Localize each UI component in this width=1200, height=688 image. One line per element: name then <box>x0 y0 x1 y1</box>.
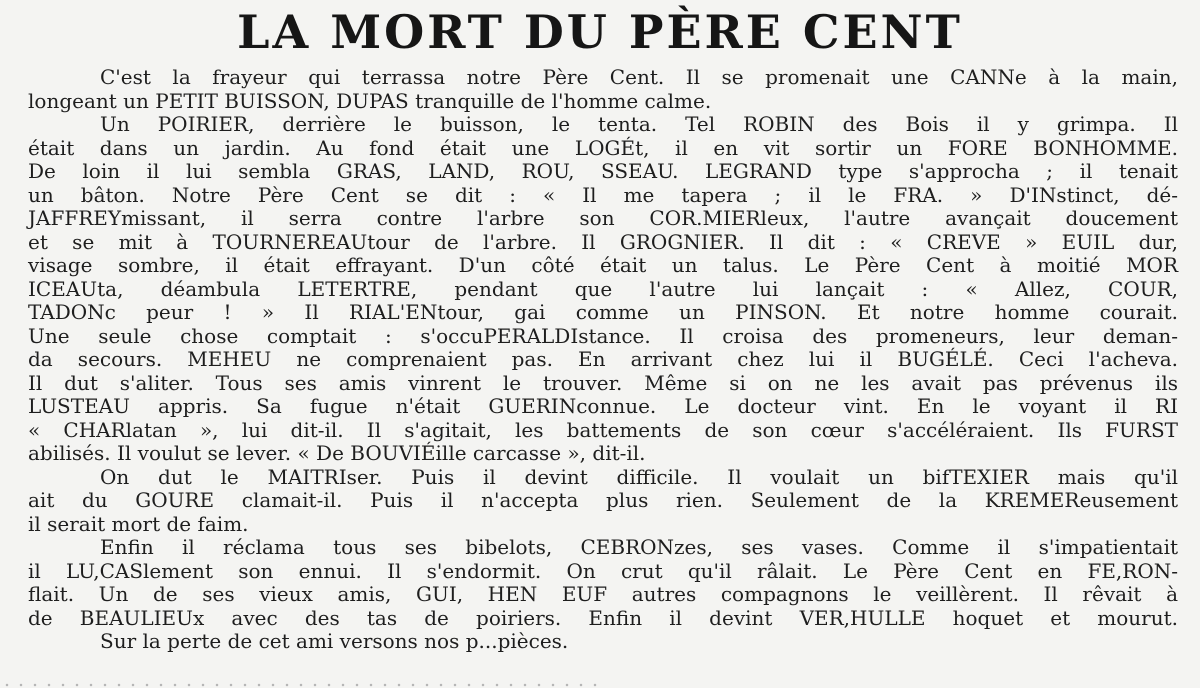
text-line: Sur la perte de cet ami versons nos p...pièces. <box>100 629 569 653</box>
text-line: il LU,CASlement son ennui. Il s'endormit. On crut qu'il râlait. Le Père Cent en FE,RON- <box>28 558 1178 583</box>
text-line: Enfin il réclama tous ses bibelots, CEBRONzes, ses vases. Comme il s'impatientait <box>100 535 1178 559</box>
text-line: visage sombre, il était effrayant. D'un côté était un talus. Le Père Cent à moitié MOR <box>28 253 1178 277</box>
text-line: et se mit à TOURNEREAUtour de l'arbre. Il GROGNIER. Il dit : « CREVE » EUIL dur, <box>28 229 1178 254</box>
text-line: De loin il lui sembla GRAS, LAND, ROU, SSEAU. LEGRAND type s'approcha ; il tenait <box>28 159 1178 183</box>
text-line: JAFFREYmissant, il serra contre l'arbre son COR.MIERleux, l'autre avançait doucement <box>28 206 1178 230</box>
text-line: de BEAULIEUx avec des tas de poiriers. Enfin il devint VER,HULLE hoquet et mourut. <box>28 605 1178 630</box>
text-line: « CHARlatan », lui dit-il. Il s'agitait, les battements de son cœur s'accéléraient. Ils FURST <box>28 417 1178 442</box>
text-line: ait du GOURE clamait-il. Puis il n'accepta plus rien. Seulement de la KREMEReusement <box>28 488 1178 512</box>
print-dot-border <box>0 682 600 688</box>
text-line: On dut le MAITRIser. Puis il devint difficile. Il voulait un bifTEXIER mais qu'il <box>100 464 1178 489</box>
text-line: Il dut s'aliter. Tous ses amis vinrent le trouver. Même si on ne les avait pas prévenus ils <box>28 370 1178 395</box>
text-line: LUSTEAU appris. Sa fugue n'était GUERINconnue. Le docteur vint. En le voyant il RI <box>28 394 1178 418</box>
text-line: abilisés. Il voulut se lever. « De BOUVIÉille carcasse », dit-il. <box>28 441 646 465</box>
text-line: Un POIRIER, derrière le buisson, le tenta. Tel ROBIN des Bois il y grimpa. Il <box>100 112 1178 136</box>
text-line: da secours. MEHEU ne comprenaient pas. En arrivant chez lui il BUGÉLÉ. Ceci l'acheva. <box>28 347 1178 371</box>
text-line: il serait mort de faim. <box>28 511 249 536</box>
article-title: LA MORT DU PÈRE CENT <box>237 5 963 59</box>
text-line: ICEAUta, déambula LETERTRE, pendant que l'autre lui lançait : « Allez, COUR, <box>28 276 1178 301</box>
text-line: longeant un PETIT BUISSON, DUPAS tranquille de l'homme calme. <box>28 88 712 113</box>
text-line: flait. Un de ses vieux amis, GUI, HEN EUF autres compagnons le veillèrent. Il rêvait à <box>28 582 1178 606</box>
text-line: Une seule chose comptait : s'occuPERALDIstance. Il croisa des promeneurs, leur deman- <box>28 323 1178 348</box>
text-line: TADONc peur ! » Il RIAL'ENtour, gai comme un PINSON. Et notre homme courait. <box>28 300 1178 324</box>
text-line: C'est la frayeur qui terrassa notre Père Cent. Il se promenait une CANNe à la main, <box>100 65 1178 89</box>
article-body <box>28 66 1178 654</box>
text-line: un bâton. Notre Père Cent se dit : « Il me tapera ; il le FRA. » D'INstinct, dé- <box>28 182 1178 207</box>
text-line: était dans un jardin. Au fond était une LOGÉt, il en vit sortir un FORE BONHOMME. <box>28 135 1178 160</box>
